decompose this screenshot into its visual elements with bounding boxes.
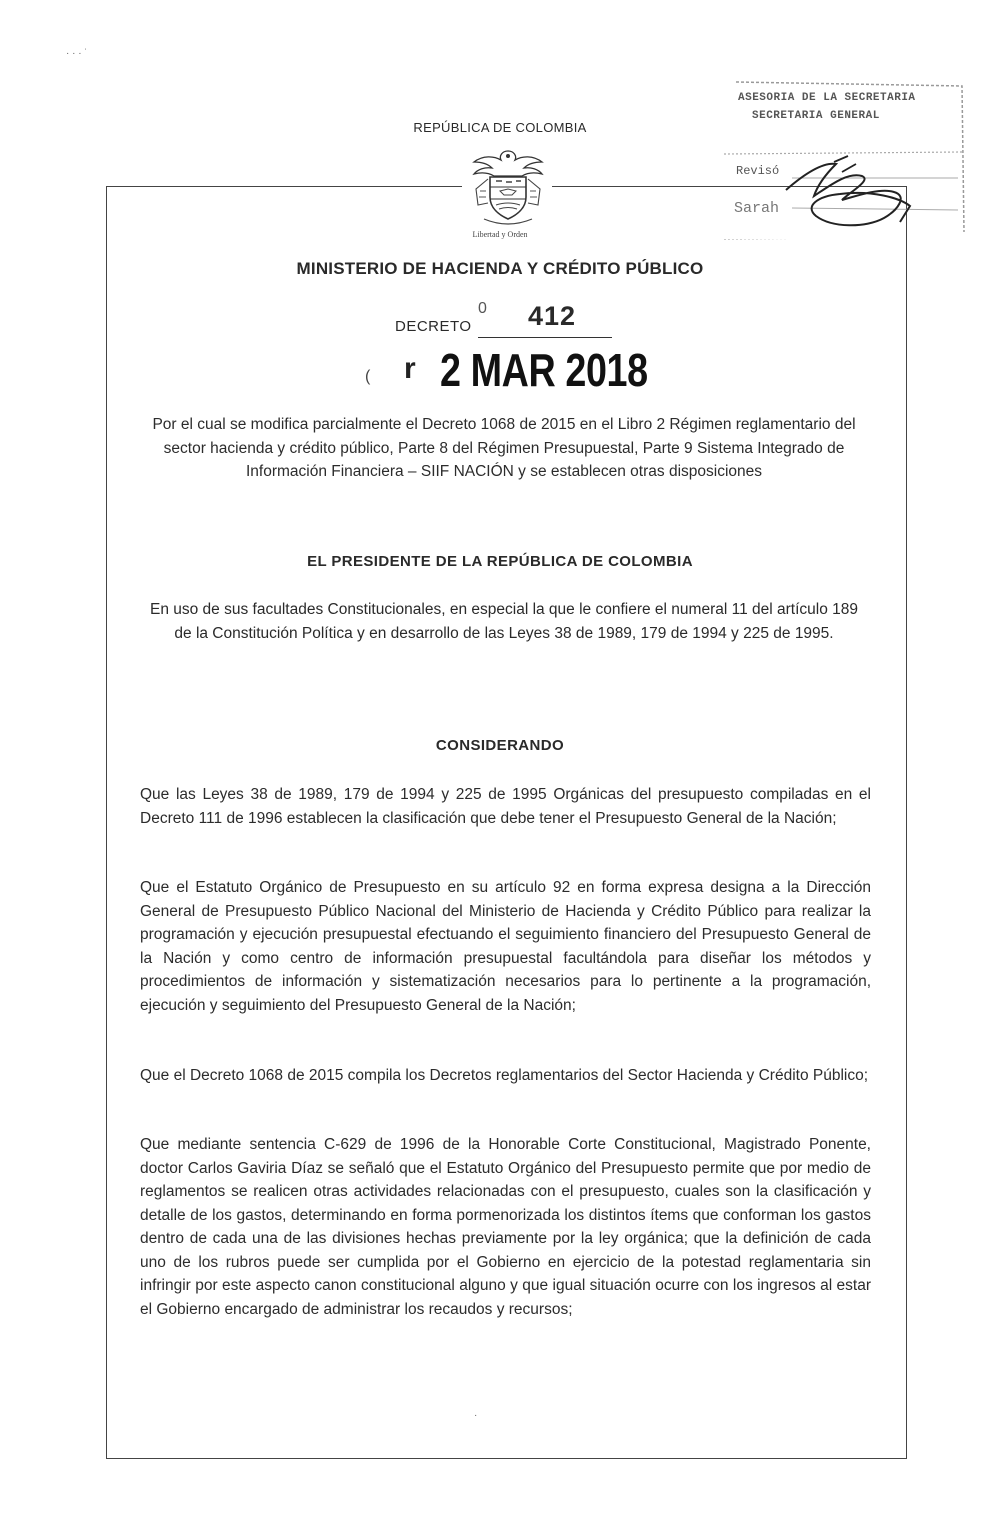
stamp-line-2: SECRETARIA GENERAL — [752, 110, 880, 122]
frame-left — [106, 186, 107, 1459]
decree-handwritten-mark: 0 — [478, 300, 487, 317]
frame-bottom — [106, 1458, 907, 1459]
considerando-paragraph-2: Que el Estatuto Orgánico de Presupuesto en su artículo 92 en forma expresa designa a la Dirección General de Presupuesto Público Nacional del Ministerio de Hacienda y Crédito Público para realizar la programación y ejecución presupuestal efectuando el seguimiento financiero del Presupuesto General de la Nación y como centro de información presupuestal facultándola para diseñar los métodos y procedimientos de información y sistematización necesarios para lo pertinente a la programación, ejecución y seguimiento del Presupuesto General de la Nación; — [140, 879, 871, 1014]
stamp-second-label: Sarah — [734, 200, 780, 217]
frame-right — [906, 186, 907, 1459]
decree-number: 412 — [528, 301, 577, 331]
considerando-paragraph-3: Que el Decreto 1068 de 2015 compila los Decretos reglamentarios del Sector Hacienda y Crédito Público; — [140, 1067, 869, 1084]
considerando-heading: CONSIDERANDO — [435, 737, 565, 754]
decree-subject: Por el cual se modifica parcialmente el Decreto 1068 de 2015 en el Libro 2 Régimen reglamentario del sector hacienda y crédito público, Parte 8 del Régimen Presupuestal, Parte 9 Sistema Integrado de Información Financiera – SIIF NACIÓN y se establecen otras disposiciones — [152, 416, 856, 480]
decree-label: DECRETO — [395, 318, 472, 335]
considerando-paragraph-4: Que mediante sentencia C-629 de 1996 de la Honorable Corte Constitucional, Magistrado Ponente, doctor Carlos Gaviria Díaz se señaló que el Estatuto Orgánico del Presupuesto permite que por medio de reglamentos se realicen otras actividades relacionadas con el presupuesto, cuales son la clasificación y detalle de los gastos, determinando en forma pormenorizada los distintos ítems que conforman los gastos dentro de cada una de las divisiones hechas previamente por la ley orgánica; que la definición de cada uno de los rubros puede ser cumplida por el Gobierno en ejercicio de la potestad reglamentaria sin infringir por este aspecto canon constitucional alguno y que igual situación ocurre con los ingresos al estar el Gobierno encargado de administrar los recaudos y recursos; — [140, 1136, 871, 1318]
stamp-line-1: ASESORIA DE LA SECRETARIA — [738, 92, 916, 104]
scan-artifact: · — [474, 1410, 478, 1421]
date-mark-left: ( — [365, 368, 371, 385]
facultades-paragraph: En uso de sus facultades Constitucionales, en especial la que le confiere el numeral 11 del artículo 189 de la Constitución Política y en desarrollo de las Leyes 38 de 1989, 179 de 1994 y 225 de 1995. — [150, 601, 858, 642]
decree-number-line — [478, 337, 612, 338]
country-name: REPÚBLICA DE COLOMBIA — [413, 120, 587, 135]
stamp-revised-label: Revisó — [736, 164, 780, 178]
seal-motto: Libertad y Orden — [472, 230, 528, 239]
president-heading: EL PRESIDENTE DE LA REPÚBLICA DE COLOMBIA — [307, 553, 693, 570]
colombia-coat-of-arms-icon — [466, 145, 550, 231]
scan-artifact: · · · ˙ — [66, 48, 88, 59]
review-stamp — [722, 80, 966, 240]
considerando-paragraph-1: Que las Leyes 38 de 1989, 179 de 1994 y 225 de 1995 Orgánicas del presupuesto compiladas en el Decreto 111 de 1996 establecen la clasificación que debe tener el Presupuesto General de la Nación; — [140, 786, 871, 827]
ministry-name: MINISTERIO DE HACIENDA Y CRÉDITO PÚBLICO — [296, 259, 704, 278]
date-mark-right: r — [404, 352, 416, 385]
decree-date: 2 MAR 2018 — [440, 344, 648, 396]
frame-top-left — [106, 186, 462, 187]
signature-icon — [722, 80, 966, 240]
